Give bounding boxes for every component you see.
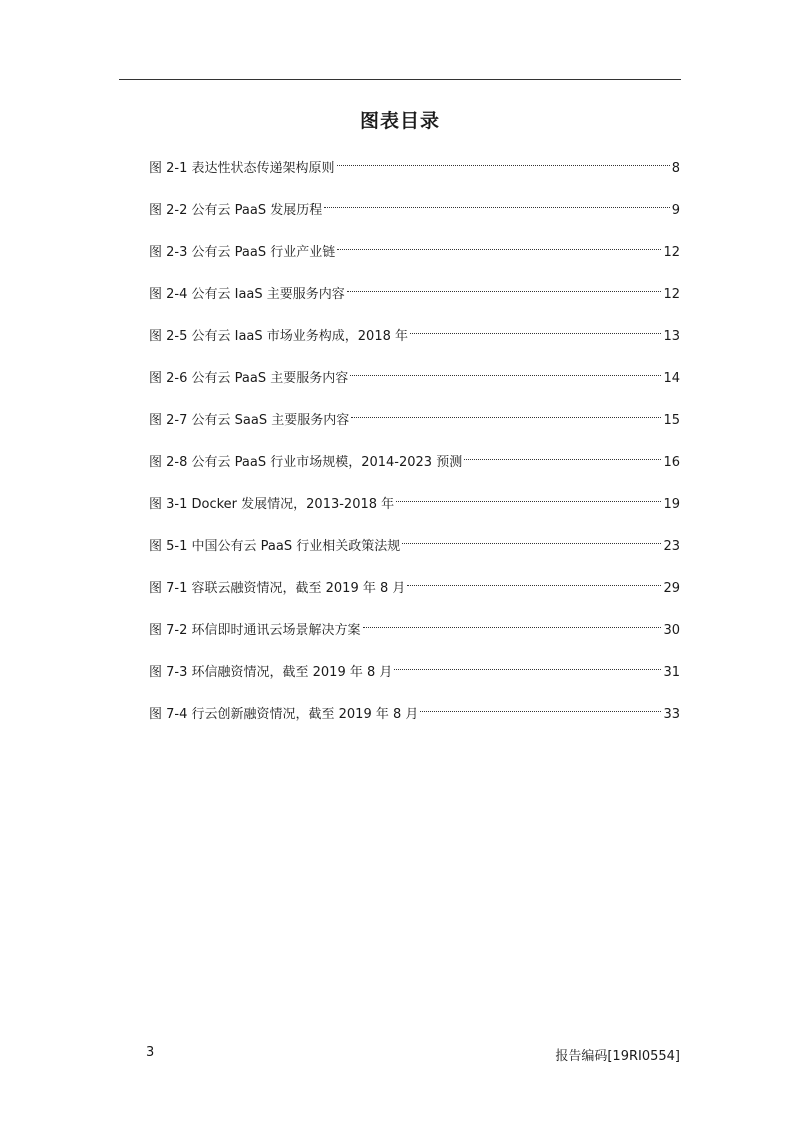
toc-leader-dots xyxy=(324,190,670,214)
toc-entry-page: 31 xyxy=(663,665,680,680)
toc-entry-label: 图 7-1 容联云融资情况，截至 2019 年 8 月 xyxy=(149,581,406,596)
toc-entry-page: 12 xyxy=(663,245,680,260)
toc-entry[interactable] xyxy=(149,526,680,568)
toc-entry-page: 16 xyxy=(663,455,680,470)
toc-entry-page: 15 xyxy=(663,413,680,428)
toc-entry-page: 13 xyxy=(663,329,680,344)
toc-entry[interactable] xyxy=(149,358,680,400)
toc-leader-dots xyxy=(464,442,661,466)
toc-entry[interactable] xyxy=(149,694,680,736)
figure-toc-list xyxy=(149,148,680,736)
toc-entry-label: 图 7-2 环信即时通讯云场景解决方案 xyxy=(149,623,361,638)
toc-entry[interactable] xyxy=(149,400,680,442)
toc-leader-dots xyxy=(410,316,661,340)
toc-leader-dots xyxy=(407,568,661,592)
toc-entry[interactable] xyxy=(149,232,680,274)
toc-leader-dots xyxy=(337,232,661,256)
toc-entry[interactable] xyxy=(149,484,680,526)
footer-report-code: 报告编码[19RI0554] xyxy=(555,1049,680,1064)
toc-entry[interactable] xyxy=(149,652,680,694)
toc-leader-dots xyxy=(363,610,662,634)
toc-entry-label: 图 2-5 公有云 IaaS 市场业务构成，2018 年 xyxy=(149,329,408,344)
toc-leader-dots xyxy=(350,358,661,382)
toc-entry-label: 图 7-4 行云创新融资情况，截至 2019 年 8 月 xyxy=(149,707,419,722)
toc-entry-label: 图 2-3 公有云 PaaS 行业产业链 xyxy=(149,245,336,260)
toc-entry[interactable] xyxy=(149,442,680,484)
toc-entry-label: 图 2-1 表达性状态传递架构原则 xyxy=(149,161,335,176)
toc-entry-page: 12 xyxy=(663,287,680,302)
toc-entry-page: 8 xyxy=(671,161,680,176)
toc-entry-label: 图 2-2 公有云 PaaS 发展历程 xyxy=(149,203,323,218)
toc-entry[interactable] xyxy=(149,610,680,652)
header-rule xyxy=(119,79,681,80)
toc-leader-dots xyxy=(394,652,661,676)
toc-leader-dots xyxy=(420,694,661,718)
toc-entry-page: 30 xyxy=(663,623,680,638)
toc-leader-dots xyxy=(402,526,661,550)
page-title: 图表目录 xyxy=(359,110,440,132)
toc-leader-dots xyxy=(351,400,661,424)
toc-entry-label: 图 3-1 Docker 发展情况，2013-2018 年 xyxy=(149,497,395,512)
toc-entry[interactable] xyxy=(149,316,680,358)
toc-entry-page: 33 xyxy=(663,707,680,722)
toc-entry[interactable] xyxy=(149,568,680,610)
toc-entry-label: 图 2-8 公有云 PaaS 行业市场规模，2014-2023 预测 xyxy=(149,455,463,470)
toc-entry-label: 图 5-1 中国公有云 PaaS 行业相关政策法规 xyxy=(149,539,401,554)
toc-entry-page: 9 xyxy=(671,203,680,218)
toc-leader-dots xyxy=(337,148,670,172)
toc-entry-label: 图 7-3 环信融资情况，截至 2019 年 8 月 xyxy=(149,665,393,680)
toc-entry-page: 19 xyxy=(663,497,680,512)
toc-leader-dots xyxy=(396,484,661,508)
toc-entry-page: 14 xyxy=(663,371,680,386)
toc-entry-label: 图 2-6 公有云 PaaS 主要服务内容 xyxy=(149,371,349,386)
toc-entry-page: 29 xyxy=(663,581,680,596)
toc-entry[interactable] xyxy=(149,274,680,316)
toc-entry-page: 23 xyxy=(663,539,680,554)
toc-entry-label: 图 2-7 公有云 SaaS 主要服务内容 xyxy=(149,413,350,428)
footer-page-number: 3 xyxy=(146,1045,155,1060)
toc-entry-label: 图 2-4 公有云 IaaS 主要服务内容 xyxy=(149,287,345,302)
toc-entry[interactable] xyxy=(149,148,680,190)
toc-leader-dots xyxy=(347,274,662,298)
toc-entry[interactable] xyxy=(149,190,680,232)
